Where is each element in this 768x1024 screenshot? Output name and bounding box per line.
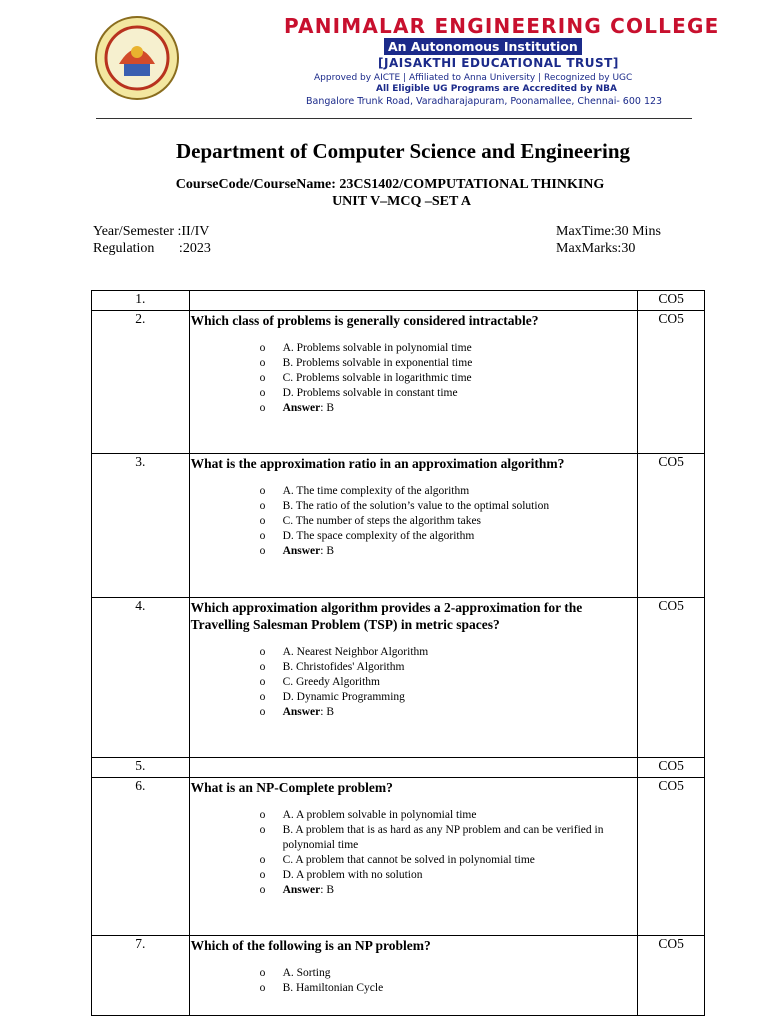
- question-number: 2.: [92, 311, 190, 454]
- approvals-line: Approved by AICTE | Affiliated to Anna University | Recognized by UGC: [314, 73, 633, 83]
- institution-status: An Autonomous Institution: [384, 38, 582, 55]
- answer-value: : B: [320, 706, 335, 718]
- option-text: A. The time complexity of the algorithm: [282, 485, 470, 497]
- bullet-icon: o: [259, 967, 266, 979]
- bullet-icon: o: [259, 809, 266, 821]
- question-number: 3.: [92, 454, 190, 598]
- bullet-icon: o: [259, 530, 266, 542]
- option-item: [260, 371, 638, 386]
- question-cell: [189, 598, 638, 758]
- unit-line: UNIT V–MCQ –SET A: [332, 194, 471, 209]
- option-text: C. A problem that cannot be solved in polynomial time: [282, 854, 535, 866]
- trust-name: [JAISAKTHI EDUCATIONAL TRUST]: [378, 56, 619, 70]
- answer-item: [260, 401, 638, 416]
- bullet-icon: o: [259, 661, 266, 673]
- option-item: [260, 966, 638, 981]
- question-text: What is the approximation ratio in an approximation algorithm?: [190, 456, 565, 471]
- question-text: Which of the following is an NP problem?: [190, 938, 431, 953]
- question-cell: [189, 311, 638, 454]
- bullet-icon: o: [259, 372, 266, 384]
- regulation: Regulation :2023: [93, 241, 211, 256]
- answer-value: : B: [320, 402, 335, 414]
- college-header: [92, 10, 720, 110]
- course-outcome: CO5: [638, 598, 705, 758]
- question-number: 4.: [92, 598, 190, 758]
- bullet-icon: o: [259, 545, 266, 557]
- question-row: [92, 778, 705, 936]
- bullet-icon: o: [259, 342, 266, 354]
- options-list: [190, 808, 638, 898]
- answer-item: [260, 544, 638, 559]
- course-outcome: CO5: [638, 291, 705, 311]
- question-row: [92, 758, 705, 778]
- course-outcome: CO5: [638, 758, 705, 778]
- option-text: A. Sorting: [282, 967, 331, 979]
- bullet-icon: o: [259, 357, 266, 369]
- option-item: [260, 341, 638, 356]
- option-text: B. Hamiltonian Cycle: [282, 982, 384, 994]
- question-row: [92, 311, 705, 454]
- option-item: [260, 690, 638, 705]
- course-line: CourseCode/CourseName: 23CS1402/COMPUTATIONAL THINKING: [175, 177, 605, 192]
- bullet-icon: o: [259, 402, 266, 414]
- option-text: B. A problem that is as hard as any NP problem and can be verified in polynomial time: [282, 824, 604, 851]
- question-cell: [189, 291, 638, 311]
- bullet-icon: o: [259, 869, 266, 881]
- option-text: D. A problem with no solution: [282, 869, 423, 881]
- answer-label: Answer: [282, 884, 321, 896]
- course-outcome: CO5: [638, 778, 705, 936]
- course-outcome: CO5: [638, 936, 705, 1016]
- question-row: [92, 936, 705, 1016]
- option-item: [260, 823, 638, 853]
- question-number: 1.: [92, 291, 190, 311]
- option-text: A. A problem solvable in polynomial time: [282, 809, 477, 821]
- question-text: Which class of problems is generally considered intractable?: [190, 313, 539, 328]
- answer-label: Answer: [282, 706, 321, 718]
- options-list: [190, 966, 638, 996]
- option-item: [260, 853, 638, 868]
- bullet-icon: o: [259, 982, 266, 994]
- option-item: [260, 868, 638, 883]
- bullet-icon: o: [259, 691, 266, 703]
- option-item: [260, 529, 638, 544]
- option-item: [260, 808, 638, 823]
- question-row: [92, 454, 705, 598]
- answer-label: Answer: [282, 545, 321, 557]
- question-cell: [189, 454, 638, 598]
- mcq-table: [91, 290, 705, 1016]
- bullet-icon: o: [259, 676, 266, 688]
- option-text: B. Problems solvable in exponential time: [282, 357, 473, 369]
- bullet-icon: o: [259, 500, 266, 512]
- bullet-icon: o: [259, 824, 266, 836]
- option-text: C. Greedy Algorithm: [282, 676, 380, 688]
- option-item: [260, 386, 638, 401]
- option-text: D. Problems solvable in constant time: [282, 387, 458, 399]
- question-cell: [189, 778, 638, 936]
- option-text: D. Dynamic Programming: [282, 691, 405, 703]
- bullet-icon: o: [259, 646, 266, 658]
- option-text: A. Problems solvable in polynomial time: [282, 342, 472, 354]
- header-divider: [96, 118, 692, 119]
- option-item: [260, 484, 638, 499]
- college-logo-icon: [94, 12, 180, 106]
- option-text: A. Nearest Neighbor Algorithm: [282, 646, 429, 658]
- answer-item: [260, 883, 638, 898]
- option-item: [260, 514, 638, 529]
- year-semester: Year/Semester :II/IV: [93, 224, 210, 239]
- answer-value: : B: [320, 545, 335, 557]
- options-list: [190, 484, 638, 559]
- question-number: 6.: [92, 778, 190, 936]
- bullet-icon: o: [259, 854, 266, 866]
- bullet-icon: o: [259, 884, 266, 896]
- options-list: [190, 645, 638, 720]
- course-outcome: CO5: [638, 454, 705, 598]
- max-marks: MaxMarks:30: [556, 241, 636, 256]
- option-text: C. Problems solvable in logarithmic time: [282, 372, 472, 384]
- question-text: Which approximation algorithm provides a 2-approximation for the Travelling Salesman Problem (TSP) in metric spaces?: [190, 600, 583, 632]
- max-time: MaxTime:30 Mins: [556, 224, 661, 239]
- answer-label: Answer: [282, 402, 321, 414]
- option-item: [260, 356, 638, 371]
- option-text: B. Christofides' Algorithm: [282, 661, 405, 673]
- question-text: What is an NP-Complete problem?: [190, 780, 393, 795]
- question-cell: [189, 758, 638, 778]
- course-outcome: CO5: [638, 311, 705, 454]
- option-item: [260, 499, 638, 514]
- question-row: [92, 598, 705, 758]
- option-item: [260, 981, 638, 996]
- bullet-icon: o: [259, 485, 266, 497]
- answer-value: : B: [320, 884, 335, 896]
- question-row: [92, 291, 705, 311]
- answer-item: [260, 705, 638, 720]
- question-cell: [189, 936, 638, 1016]
- option-item: [260, 675, 638, 690]
- question-number: 7.: [92, 936, 190, 1016]
- bullet-icon: o: [259, 387, 266, 399]
- accreditation-line: All Eligible UG Programs are Accredited by NBA: [376, 84, 617, 94]
- option-text: B. The ratio of the solution’s value to the optimal solution: [282, 500, 550, 512]
- college-name: PANIMALAR ENGINEERING COLLEGE: [284, 14, 720, 38]
- bullet-icon: o: [259, 706, 266, 718]
- option-text: C. The number of steps the algorithm takes: [282, 515, 482, 527]
- question-number: 5.: [92, 758, 190, 778]
- option-item: [260, 645, 638, 660]
- option-text: D. The space complexity of the algorithm: [282, 530, 475, 542]
- department-title: Department of Computer Science and Engineering: [176, 139, 630, 163]
- college-address: Bangalore Trunk Road, Varadharajapuram, Poonamallee, Chennai- 600 123: [306, 96, 663, 107]
- option-item: [260, 660, 638, 675]
- options-list: [190, 341, 638, 416]
- bullet-icon: o: [259, 515, 266, 527]
